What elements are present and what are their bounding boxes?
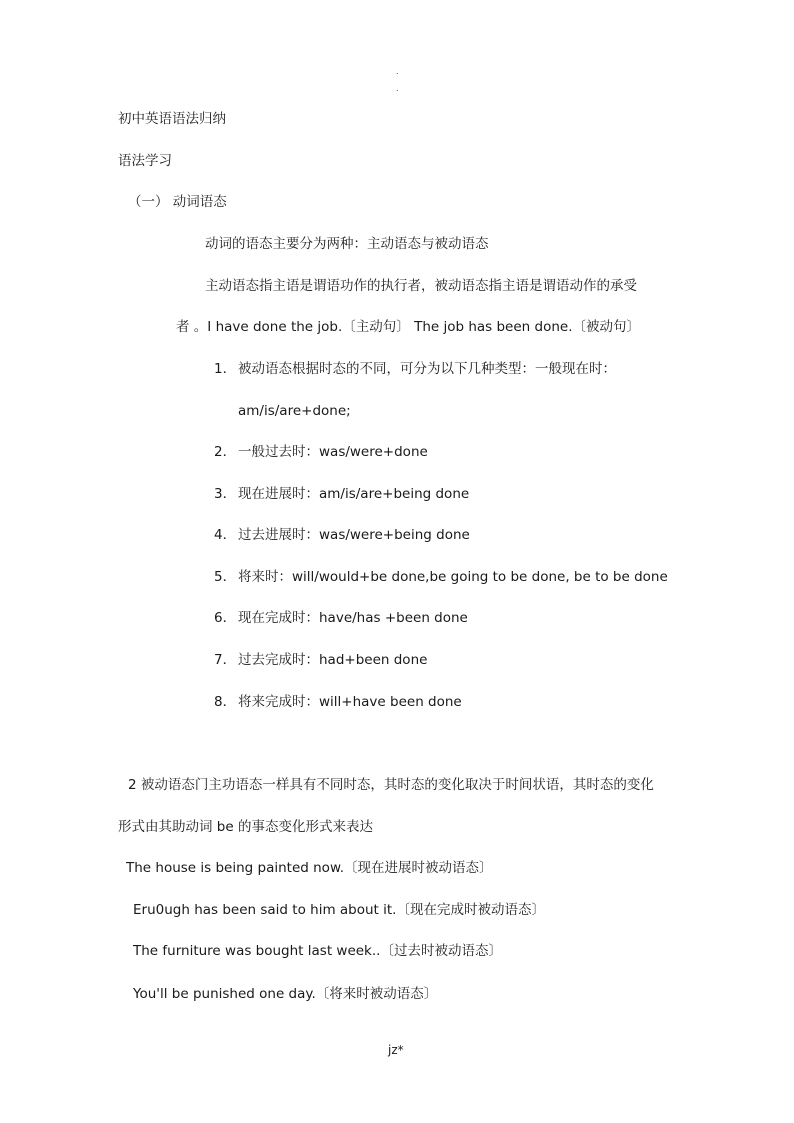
section-heading: （一） 动词语态: [128, 194, 227, 210]
intro-line: 者 。I have done the job.〔主动句〕 The job has been done.〔被动句〕: [176, 319, 641, 335]
list-item-number: 4．: [214, 527, 237, 543]
intro-line: 主动语态指主语是谓语功作的执行者，被动语态指主语是谓语动作的承受: [205, 278, 637, 294]
example-sentence: You'll be punished one day.〔将来时被动语态〕: [133, 986, 438, 1002]
document-title: 初中英语语法归纳: [118, 111, 226, 127]
list-item-text: 将来完成时：will+have been done: [238, 694, 462, 710]
list-item-number: 7．: [214, 652, 237, 668]
example-sentence: Eru0ugh has been said to him about it.〔现在完成时被动语态〕: [133, 902, 545, 918]
paragraph-line: 2 被动语态门主功语态一样具有不同时态，其时态的变化取决于时间状语，其时态的变化: [128, 777, 654, 793]
list-item-number: 2．: [214, 444, 237, 460]
list-item-number: 8．: [214, 694, 237, 710]
list-item-text: 现在完成时：have/has +been done: [238, 610, 468, 626]
intro-line: 动词的语态主要分为两种：主动语态与被动语态: [205, 236, 489, 252]
list-item-number: 6．: [214, 610, 237, 626]
document-subtitle: 语法学习: [118, 153, 172, 169]
list-item-text: 一般过去时：was/were+done: [238, 444, 428, 460]
example-sentence: The house is being painted now.〔现在进展时被动语态〕: [126, 860, 493, 876]
list-item-number: 1．: [214, 361, 237, 377]
page-footer-label: jz*: [388, 1043, 404, 1057]
list-item-text: 将来时：will/would+be done,be going to be done, be to be done: [238, 569, 668, 585]
list-item-text: 过去进展时：was/were+being done: [238, 527, 470, 543]
list-item-text: 过去完成时：had+been done: [238, 652, 428, 668]
example-sentence: The furniture was bought last week..〔过去时被动语态〕: [133, 943, 502, 959]
header-mark: .: [396, 67, 399, 76]
list-item-number: 3．: [214, 486, 237, 502]
header-mark: .: [396, 84, 399, 93]
list-item-continuation: am/is/are+done;: [238, 403, 351, 419]
list-item-text: 现在进展时：am/is/are+being done: [238, 486, 470, 502]
list-item-number: 5．: [214, 569, 237, 585]
paragraph-line: 形式由其助动词 be 的事态变化形式来表达: [118, 819, 373, 835]
list-item-text: 被动语态根据时态的不同，可分为以下几种类型：一般现在时：: [238, 361, 616, 377]
